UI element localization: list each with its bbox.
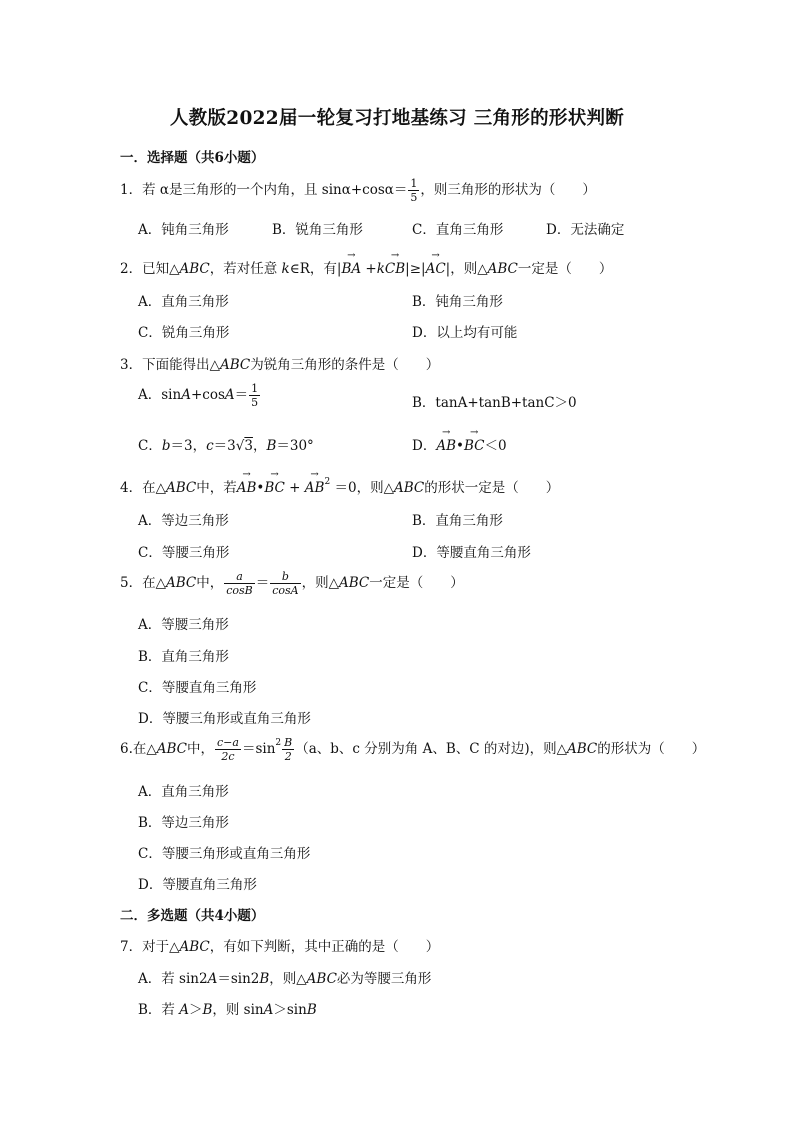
question-1: 1．若 α是三角形的一个内角，且 sinα+cosα＝ $\frac{1}{5}$ ，则三角形的形状为（ ） (120, 177, 596, 204)
q6-option-d: D．等腰直角三角形 (138, 877, 257, 893)
vector: → BC (464, 438, 485, 454)
sqrt-symbol: √ (235, 438, 245, 454)
q4-option-c: C．等腰三角形 (138, 545, 230, 561)
page-title: 人教版2022届一轮复习打地基练习 三角形的形状判断 (169, 108, 625, 129)
fraction: $\frac{1}{5}$ (251, 382, 259, 409)
fraction: $\frac{b}{\cos A}$ (272, 570, 299, 597)
q3-option-c: C．b＝3，c＝3√3，B＝30° (138, 438, 314, 454)
q6-option-c: C．等腰三角形或直角三角形 (138, 846, 311, 862)
vector: → AB (237, 480, 257, 496)
q1-option-c: C．直角三角形 (412, 222, 504, 238)
vector: → CB (385, 261, 405, 277)
q4-option-d: D．等腰直角三角形 (412, 545, 531, 561)
q4-option-b: B．直角三角形 (412, 513, 503, 529)
q2-option-c: C．锐角三角形 (138, 325, 230, 341)
section-heading-multi-select: 二．多选题（共4小题） (120, 908, 265, 924)
q1-option-a: A．钝角三角形 (138, 222, 229, 238)
q3-option-a: A．sinA+cosA＝ $\frac{1}{5}$ (138, 382, 259, 409)
question-3: 3．下面能得出△ABC为锐角三角形的条件是（ ） (120, 357, 440, 373)
q3-option-d: D．→ AB•→ BC＜0 (412, 434, 507, 454)
vector: → AB (305, 480, 325, 496)
q7-option-b: B．若 A＞B，则 sinA＞sinB (138, 1002, 317, 1018)
q5-option-d: D．等腰三角形或直角三角形 (138, 711, 311, 727)
question-4: 4．在△ABC中，若→ AB•→ BC + → $AB^2 =0$，则△ABC的形状一定是（ ） (120, 476, 559, 496)
question-2: 2．已知△ABC，若对任意 k∈R，有|→ BA +k→ CB|≥|→ AC|，则△ABC一定是（ ） (120, 257, 612, 277)
q6-option-b: B．等边三角形 (138, 815, 229, 831)
question-6: 6.在△ABC中， $\frac{c-a}{2c}$ $=\sin^2$ $\frac{B}{2}$ （a、b、c 分别为角 A、B、C 的对边)，则△ABC的形状为（ ） (120, 736, 706, 763)
q2-option-a: A．直角三角形 (138, 294, 229, 310)
q5-option-a: A．等腰三角形 (138, 617, 229, 633)
q1-option-b: B．锐角三角形 (272, 222, 363, 238)
q7-option-a: A．若 sin2A＝sin2B，则△ABC必为等腰三角形 (138, 971, 432, 987)
q1-option-d: D．无法确定 (546, 222, 625, 238)
q2-option-d: D．以上均有可能 (412, 325, 518, 341)
q4-option-a: A．等边三角形 (138, 513, 229, 529)
question-5: 5．在△ABC中， $\frac{a}{\cos B}$ ＝ $\frac{b}{\cos A}$ ，则△ABC一定是（ ） (120, 570, 464, 597)
q6-option-a: A．直角三角形 (138, 784, 229, 800)
section-heading-multiple-choice: 一．选择题（共6小题） (120, 150, 265, 166)
vector: → BA (341, 261, 361, 277)
fraction: $\frac{1}{5}$ (410, 177, 418, 204)
q3-option-b: B．tanA+tanB+tanC＞0 (412, 395, 577, 411)
q5-option-c: C．等腰直角三角形 (138, 680, 257, 696)
fraction: $\frac{a}{\cos B}$ (226, 570, 253, 597)
vector: → AC (426, 261, 446, 277)
q2-option-b: B．钝角三角形 (412, 294, 503, 310)
q5-option-b: B．直角三角形 (138, 649, 229, 665)
vector: → BC (264, 480, 285, 496)
fraction: $\frac{B}{2}$ (284, 736, 293, 763)
question-7: 7．对于△ABC，有如下判断，其中正确的是（ ） (120, 939, 440, 955)
vector: → AB (436, 438, 456, 454)
fraction: $\frac{c-a}{2c}$ (217, 736, 239, 763)
